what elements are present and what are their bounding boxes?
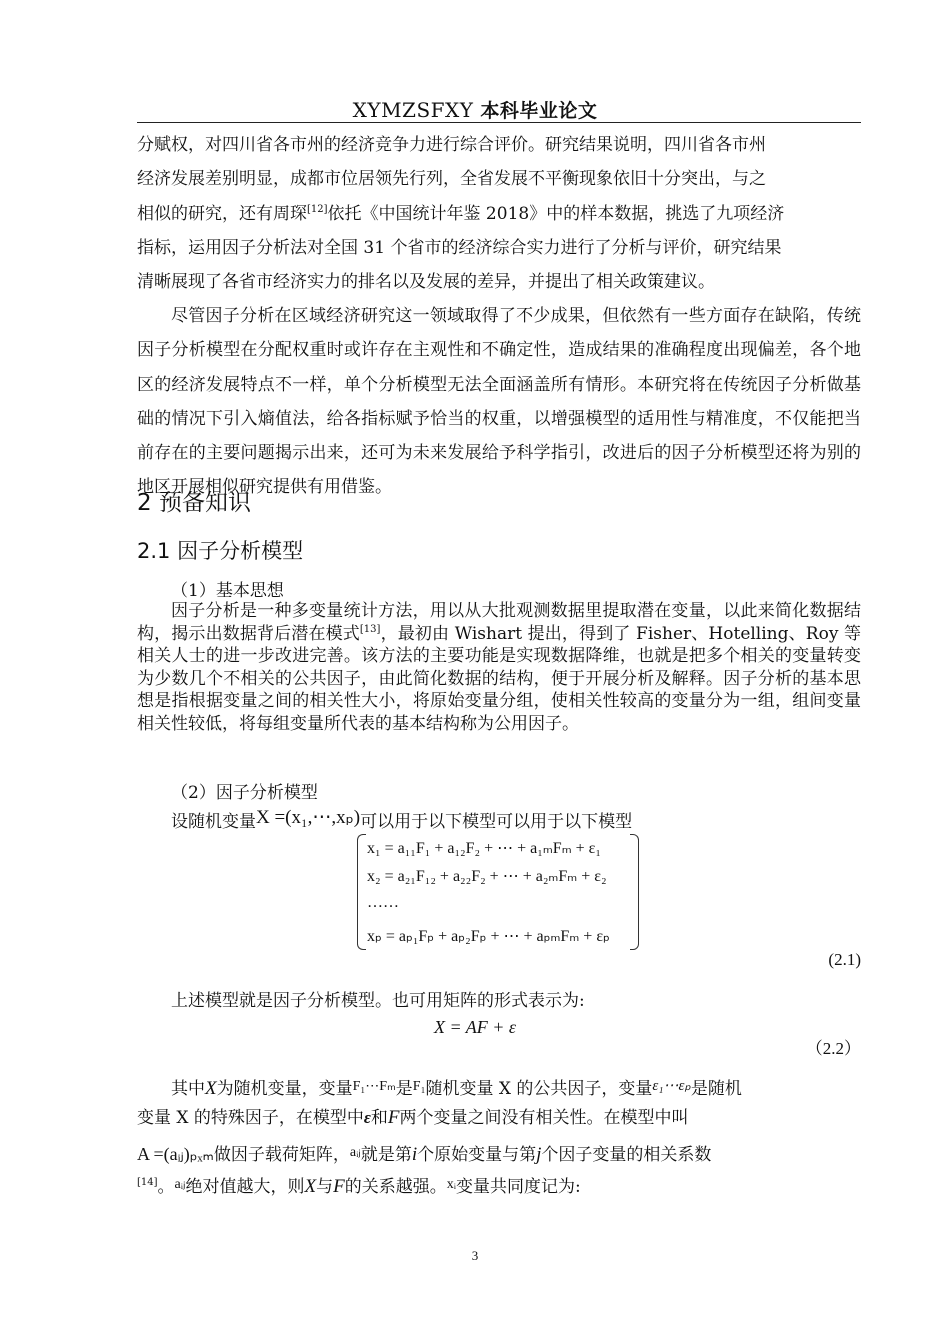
equation-number-2-2: （2.2） — [805, 1039, 861, 1058]
page-number: 3 — [471, 1248, 479, 1263]
model-label: （2）因子分析模型 — [171, 783, 318, 803]
right-brace — [630, 834, 639, 950]
basic-idea-label: （1）基本思想 — [171, 581, 284, 601]
matrix-equation: X = AF + ε — [433, 1017, 517, 1037]
left-brace — [357, 834, 366, 950]
explain-line-3: A =(aᵢⱼ)ₚₓₘ做因子载荷矩阵，$^{aᵢⱼ}$就是第i个原始变量与第j个因子变量的相关系数 — [137, 1144, 712, 1165]
intro-paragraph-1: 分赋权，对四川省各市州的经济竞争力进行综合评价。研究结果说明，四川省各市州 经济发展差别明显，成都市位居领先行列，全省发展不平衡现象依旧十分突出，与之 相似的研究，还有周琛[12]依托《中国统计年鉴 2018》中的样本数据，挑选了九项经济 指标，运用因子分析法对全国 31 个省市的经济综合实力进行了分析与评价，研究结果 清晰展现了各省市经济实力的排名以及发展的差异，并提出了相关政策建议。 — [137, 135, 785, 293]
header-title: 本科毕业论文 — [480, 100, 598, 122]
equation-number-2-1: (2.1) — [828, 950, 861, 969]
header-rule — [137, 122, 861, 123]
header-latin: XYMZSFXY — [352, 98, 474, 122]
explain-line-4: [14]。$^{aᵢⱼ}$绝对值越大，则X与F的关系越强。$^{xᵢ}$变量共同度记为: — [137, 1176, 581, 1197]
matrix-form-text: 上述模型就是因子分析模型。也可用矩阵的形式表示为: — [171, 991, 585, 1011]
explain-line-1: 其中X为随机变量，变量$^{F_1\cdots F_m}$是$^{F_1}$随机变量 X 的公共因子，变量ε₁⋯εₚ是随机 — [171, 1078, 742, 1099]
explain-line-2: 变量 X 的特殊因子，在模型中ε和F两个变量之间没有相关性。在模型中叫 — [137, 1107, 689, 1128]
citation-12: [12] — [307, 203, 328, 215]
citation-13: [13] — [359, 623, 381, 635]
equation-line-2: x₂ = a₂₁F₁₂ + a₂₂F₂ + ⋯ + a₂ₘFₘ + ε₂ — [367, 868, 607, 885]
model-intro: 设随机变量X =(x₁,⋯,xₚ)可以用于以下模型可以用于以下模型 — [171, 807, 633, 832]
equation-line-4: xₚ = aₚ₁Fₚ + aₚ₂Fₚ + ⋯ + aₚₘFₘ + εₚ — [367, 928, 610, 945]
subsection-heading: 2.1 因子分析模型 — [137, 539, 304, 563]
random-vector-math: X =(x₁,⋯,xₚ) — [256, 807, 361, 828]
equation-line-3: …… — [367, 894, 399, 911]
basic-idea-paragraph: 因子分析是一种多变量统计方法，用以从大批观测数据里提取潜在变量，以此来简化数据结构，揭示出数据背后潜在模式[13]，最初由 Wishart 提出，得到了 Fisher、Hotelling、Roy 等相关人士的进一步改进完善。该方法的主要功能是实现数据降维，也就是把多个相关的变量转变为少数几个不相关的公共因子，由此简化数据的结构，便于开展分析及解释。因子分析的基本思想是指根据变量之间的相关性大小，将原始变量分组，使相关性较高的变量分为一组，组间变量相关性较低，将每组变量所代表的基本结构称为公用因子。 — [137, 601, 861, 734]
running-header — [0, 96, 950, 123]
equation-line-1: x₁ = a₁₁F₁ + a₁₂F₂ + ⋯ + a₁ₘFₘ + ε₁ — [367, 840, 601, 857]
citation-14: [14] — [137, 1177, 158, 1188]
section-heading: 2 预备知识 — [137, 490, 251, 516]
intro-paragraph-2: 尽管因子分析在区域经济研究这一领域取得了不少成果，但依然有一些方面存在缺陷，传统因子分析模型在分配权重时或许存在主观性和不确定性，造成结果的准确程度出现偏差，各个地区的经济发展特点不一样，单个分析模型无法全面涵盖所有情形。本研究将在传统因子分析做基础的情况下引入熵值法，给各指标赋予恰当的权重，以增强模型的适用性与精准度，不仅能把当前存在的主要问题揭示出来，还可为未来发展给予科学指引，改进后的因子分析模型还将为别的地区开展相似研究提供有用借鉴。 — [137, 306, 861, 498]
